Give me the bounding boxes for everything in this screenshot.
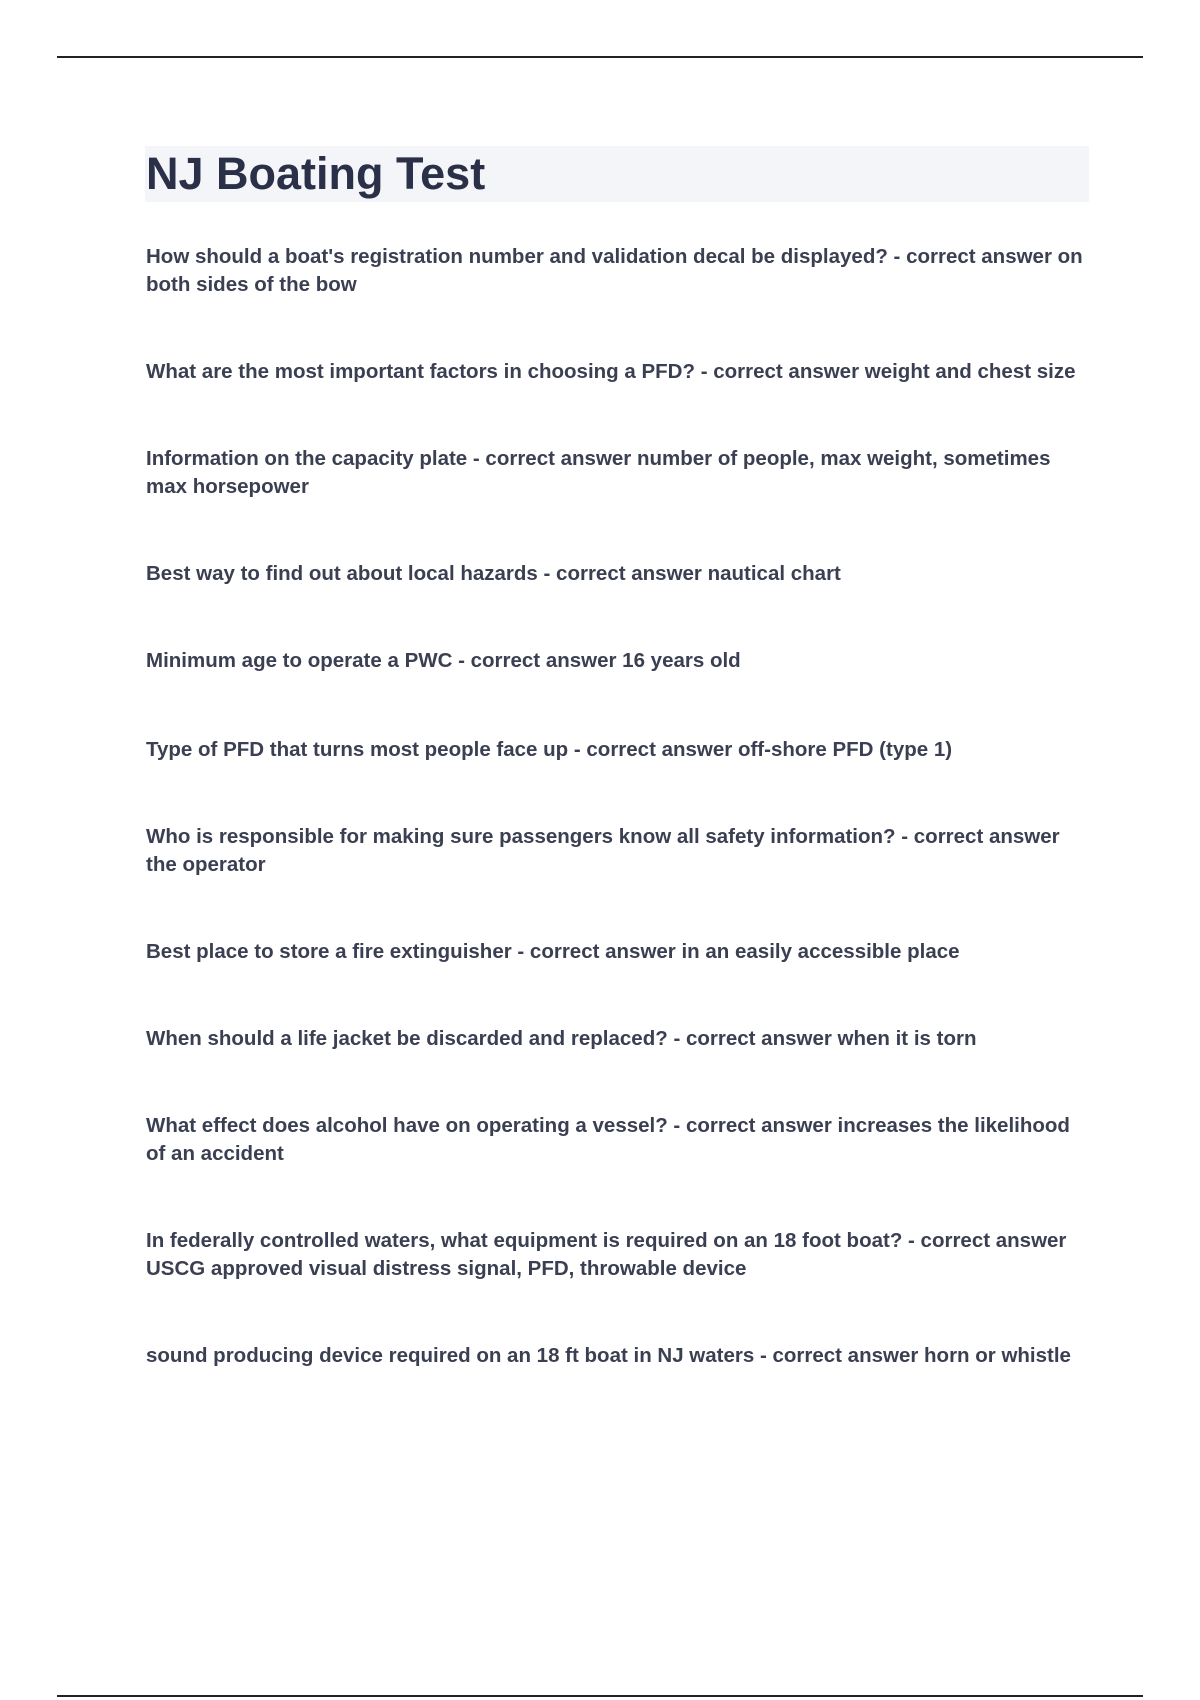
qa-list <box>146 243 1086 1370</box>
qa-item: When should a life jacket be discarded and replaced? - correct answer when it is torn <box>146 1027 977 1050</box>
qa-item: Information on the capacity plate - correct answer number of people, max weight, sometimes max horsepower <box>146 447 1051 498</box>
qa-item: Best place to store a fire extinguisher - correct answer in an easily accessible place <box>146 940 960 963</box>
bottom-rule <box>57 1695 1143 1697</box>
document-title: NJ Boating Test <box>146 148 486 199</box>
qa-item: Type of PFD that turns most people face up - correct answer off-shore PFD (type 1) <box>146 738 953 761</box>
qa-item: What are the most important factors in choosing a PFD? - correct answer weight and chest size <box>146 360 1076 383</box>
qa-item: What effect does alcohol have on operating a vessel? - correct answer increases the likelihood of an accident <box>146 1114 1070 1165</box>
qa-item: Best way to find out about local hazards - correct answer nautical chart <box>146 562 841 585</box>
qa-item: Who is responsible for making sure passengers know all safety information? - correct answer the operator <box>146 825 1060 876</box>
top-rule <box>57 56 1143 58</box>
qa-item: In federally controlled waters, what equipment is required on an 18 foot boat? - correct answer USCG approved visual distress signal, PFD, throwable device <box>146 1229 1067 1280</box>
qa-item: Minimum age to operate a PWC - correct answer 16 years old <box>146 649 741 672</box>
qa-item: How should a boat's registration number and validation decal be displayed? - correct answer on both sides of the bow <box>146 245 1083 296</box>
qa-item: sound producing device required on an 18 ft boat in NJ waters - correct answer horn or whistle <box>146 1344 1071 1367</box>
